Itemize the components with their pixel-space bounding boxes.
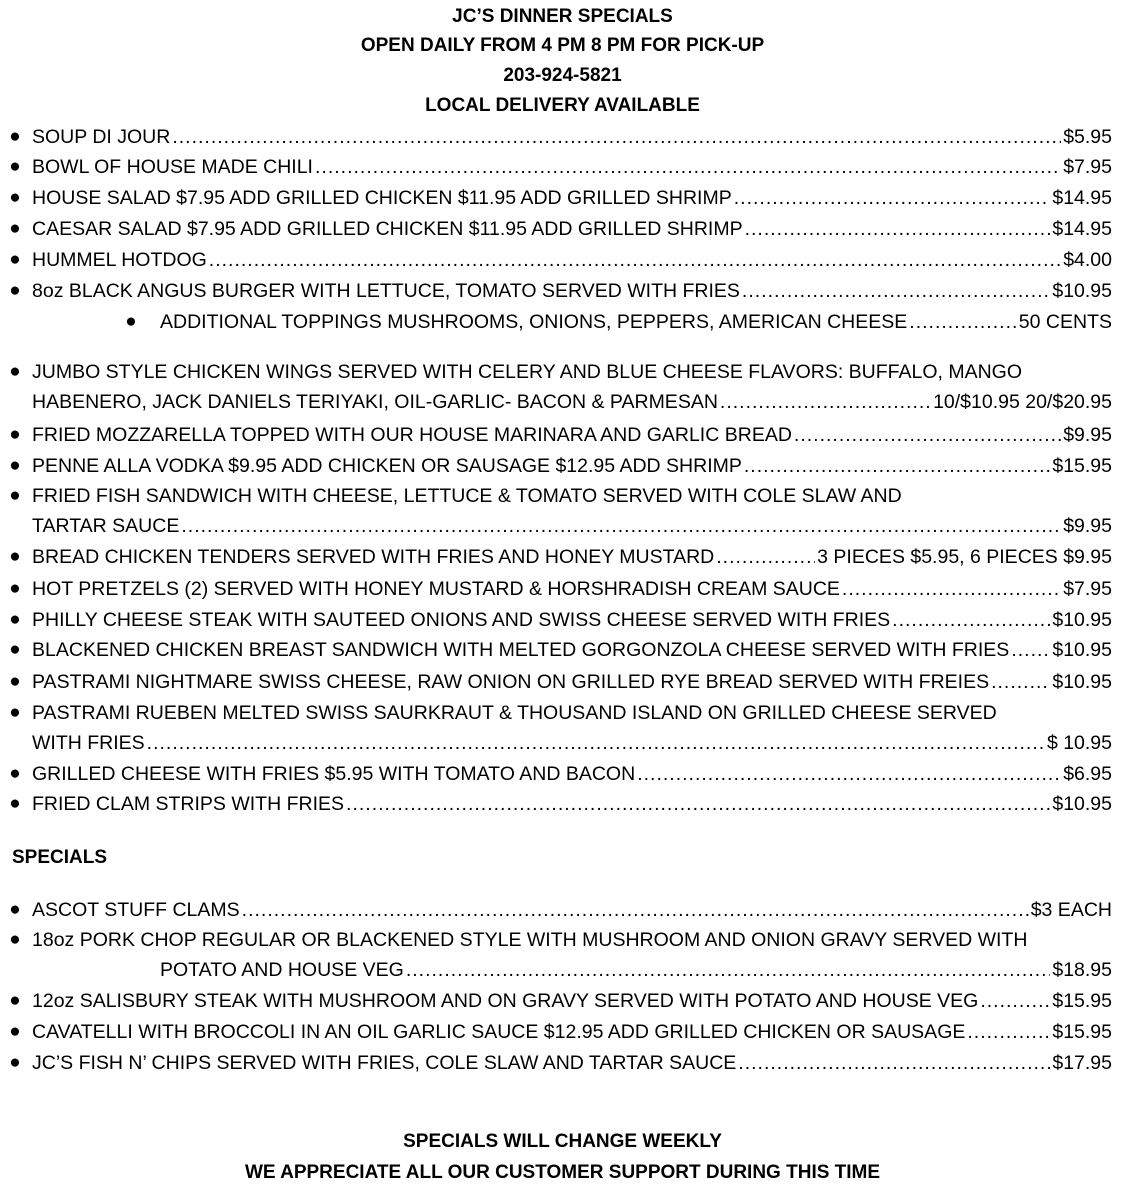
bullet-icon: ● [9, 671, 21, 692]
bullet-icon: ● [9, 187, 21, 208]
bullet-icon: ● [125, 311, 137, 332]
menu-item [9, 484, 1112, 540]
menu-item [9, 423, 1112, 447]
bullet-icon: ● [9, 1052, 21, 1073]
item-name: 18oz PORK CHOP REGULAR OR BLACKENED STYLE WITH MUSHROOM AND ONION GRAVY SERVED WITH [32, 929, 1028, 951]
menu-item [9, 155, 1112, 179]
item-name: GRILLED CHEESE WITH FRIES $5.95 WITH TOMATO AND BACON [32, 763, 636, 785]
item-name: PASTRAMI RUEBEN MELTED SWISS SAURKRAUT & THOUSAND ISLAND ON GRILLED CHEESE SERVED [32, 702, 997, 724]
bullet-icon: ● [9, 218, 21, 239]
delivery-line: LOCAL DELIVERY AVAILABLE [425, 95, 700, 116]
menu-item [9, 670, 1112, 694]
menu-item-subitem [125, 310, 1112, 334]
item-price: 10/$10.95 20/$20.95 [933, 391, 1112, 413]
hours-line: OPEN DAILY FROM 4 PM 8 PM FOR PICK-UP [360, 35, 765, 56]
bullet-icon: ● [9, 1021, 21, 1042]
menu-item [9, 577, 1112, 601]
item-price: $6.95 [1063, 763, 1112, 785]
menu-item [9, 792, 1112, 816]
item-name: 12oz SALISBURY STEAK WITH MUSHROOM AND ON GRAVY SERVED WITH POTATO AND HOUSE VEG [32, 990, 979, 1012]
item-price: $10.95 [1052, 671, 1112, 693]
item-name: PENNE ALLA VODKA $9.95 ADD CHICKEN OR SAUSAGE $12.95 ADD SHRIMP [32, 455, 742, 477]
item-price: $9.95 [1063, 515, 1112, 537]
item-price: 3 PIECES $5.95, 6 PIECES $9.95 [817, 546, 1112, 568]
menu-item [9, 762, 1112, 786]
item-name: SOUP DI JOUR [32, 126, 171, 148]
bullet-icon: ● [9, 546, 21, 567]
item-price: $15.95 [1052, 1021, 1112, 1043]
item-name: HOUSE SALAD $7.95 ADD GRILLED CHICKEN $11.95 ADD GRILLED SHRIMP [32, 187, 732, 209]
item-price: $15.95 [1052, 455, 1112, 477]
special-item [9, 989, 1112, 1013]
item-name: JC’S FISH N’ CHIPS SERVED WITH FRIES, COLE SLAW AND TARTAR SAUCE [32, 1052, 737, 1074]
item-name: FRIED FISH SANDWICH WITH CHEESE, LETTUCE & TOMATO SERVED WITH COLE SLAW AND [32, 485, 902, 507]
item-price: $10.95 [1052, 280, 1112, 302]
menu-item [9, 638, 1112, 662]
item-name: FRIED MOZZARELLA TOPPED WITH OUR HOUSE MARINARA AND GARLIC BREAD [32, 424, 792, 446]
item-name: 8oz BLACK ANGUS BURGER WITH LETTUCE, TOMATO SERVED WITH FRIES [32, 280, 740, 302]
item-price: $10.95 [1052, 639, 1112, 661]
item-price: $3 EACH [1030, 899, 1112, 921]
item-name: BLACKENED CHICKEN BREAST SANDWICH WITH MELTED GORGONZOLA CHEESE SERVED WITH FRIES [32, 639, 1010, 661]
item-name: ASCOT STUFF CLAMS [32, 899, 240, 921]
item-price: 50 CENTS [1018, 311, 1112, 333]
item-name: CAESAR SALAD $7.95 ADD GRILLED CHICKEN $11.95 ADD GRILLED SHRIMP [32, 218, 743, 240]
special-item [9, 928, 1112, 984]
item-name: PASTRAMI NIGHTMARE SWISS CHEESE, RAW ONION ON GRILLED RYE BREAD SERVED WITH FREIES [32, 671, 990, 693]
item-name-cont: HABENERO, JACK DANIELS TERIYAKI, OIL-GARLIC- BACON & PARMESAN [32, 391, 718, 413]
menu-title: JC’S DINNER SPECIALS [452, 6, 673, 27]
item-price: $10.95 [1052, 793, 1112, 815]
bullet-icon: ● [9, 126, 21, 147]
bullet-icon: ● [9, 793, 21, 814]
bullet-icon: ● [9, 485, 21, 506]
menu-item [9, 279, 1112, 303]
menu-item [9, 360, 1112, 416]
bullet-icon: ● [9, 361, 21, 382]
bullet-icon: ● [9, 156, 21, 177]
item-name: FRIED CLAM STRIPS WITH FRIES [32, 793, 345, 815]
menu-item [9, 608, 1112, 632]
bullet-icon: ● [9, 763, 21, 784]
item-price: $15.95 [1052, 990, 1112, 1012]
item-name: HOT PRETZELS (2) SERVED WITH HONEY MUSTARD & HORSHRADISH CREAM SAUCE [32, 578, 840, 600]
bullet-icon: ● [9, 578, 21, 599]
bullet-icon: ● [9, 639, 21, 660]
item-price: $7.95 [1063, 156, 1112, 178]
item-price: $7.95 [1063, 578, 1112, 600]
item-price: $9.95 [1063, 424, 1112, 446]
bullet-icon: ● [9, 929, 21, 950]
menu-item [9, 545, 1112, 569]
bullet-icon: ● [9, 424, 21, 445]
item-name-cont: TARTAR SAUCE [32, 515, 180, 537]
menu-item [9, 454, 1112, 478]
item-name: CAVATELLI WITH BROCCOLI IN AN OIL GARLIC SAUCE $12.95 ADD GRILLED CHICKEN OR SAUSAGE [32, 1021, 966, 1043]
specials-heading: SPECIALS [12, 847, 108, 868]
menu-item [9, 186, 1112, 210]
menu-item [9, 248, 1112, 272]
item-name: PHILLY CHEESE STEAK WITH SAUTEED ONIONS AND SWISS CHEESE SERVED WITH FRIES [32, 609, 891, 631]
item-name-cont: WITH FRIES [32, 732, 145, 754]
special-item [9, 1051, 1112, 1075]
footer-line-2: WE APPRECIATE ALL OUR CUSTOMER SUPPORT DURING THIS TIME [244, 1162, 881, 1183]
item-price: $18.95 [1052, 959, 1112, 981]
item-price: $17.95 [1052, 1052, 1112, 1074]
item-name: JUMBO STYLE CHICKEN WINGS SERVED WITH CELERY AND BLUE CHEESE FLAVORS: BUFFALO, MANGO [32, 361, 1023, 383]
item-price: $5.95 [1063, 126, 1112, 148]
item-price: $ 10.95 [1046, 732, 1112, 754]
bullet-icon: ● [9, 899, 21, 920]
bullet-icon: ● [9, 702, 21, 723]
menu-item [9, 125, 1112, 149]
menu-item [9, 701, 1112, 757]
item-price: $10.95 [1052, 609, 1112, 631]
item-price: $14.95 [1052, 187, 1112, 209]
item-price: $4.00 [1063, 249, 1112, 271]
item-name-cont: POTATO AND HOUSE VEG [160, 959, 404, 981]
footer-line-1: SPECIALS WILL CHANGE WEEKLY [403, 1131, 722, 1152]
phone-number: 203-924-5821 [503, 65, 622, 86]
bullet-icon: ● [9, 455, 21, 476]
bullet-icon: ● [9, 609, 21, 630]
item-name: BOWL OF HOUSE MADE CHILI [32, 156, 313, 178]
bullet-icon: ● [9, 280, 21, 301]
special-item [9, 898, 1112, 922]
bullet-icon: ● [9, 990, 21, 1011]
item-name: HUMMEL HOTDOG [32, 249, 207, 271]
item-name: BREAD CHICKEN TENDERS SERVED WITH FRIES AND HONEY MUSTARD [32, 546, 715, 568]
item-name: ADDITIONAL TOPPINGS MUSHROOMS, ONIONS, PEPPERS, AMERICAN CHEESE [160, 311, 908, 333]
special-item [9, 1020, 1112, 1044]
bullet-icon: ● [9, 249, 21, 270]
item-price: $14.95 [1052, 218, 1112, 240]
menu-item [9, 217, 1112, 241]
